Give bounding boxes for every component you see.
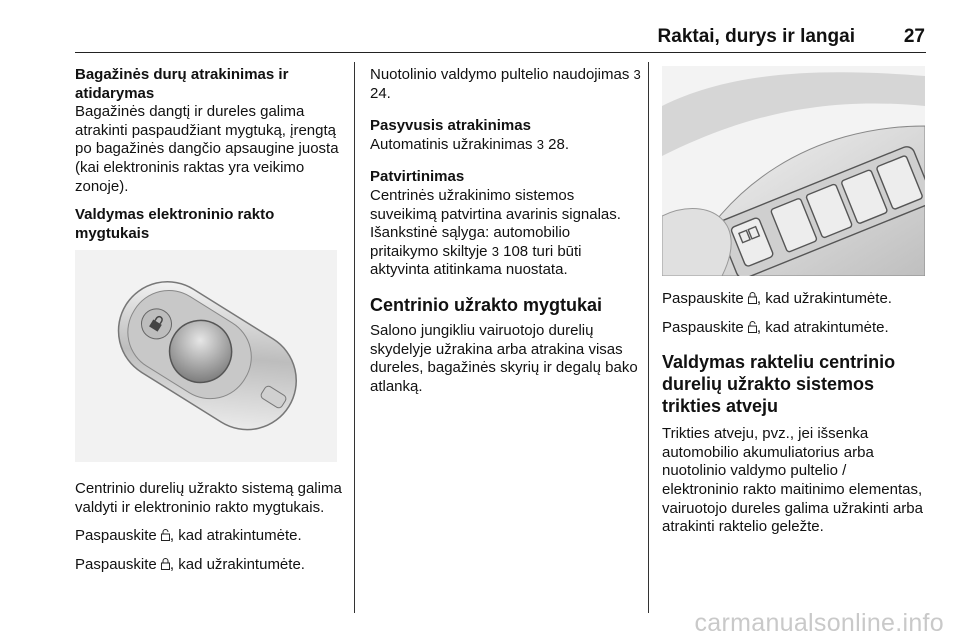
paragraph-key-buttons: Centrinio durelių užrakto sistemą galima valdyti ir elektroninio rakto mygtukais. xyxy=(75,480,342,516)
lock-icon xyxy=(161,558,170,570)
column-2 xyxy=(370,66,642,396)
heading-key-buttons: Valdymas elektroninio rakto mygtukais xyxy=(75,206,275,242)
page-header xyxy=(75,20,925,50)
paragraph-remote-usage: Nuotolinio valdymo pultelio naudojimas 3 24. xyxy=(370,66,641,102)
heading-key-fallback: Valdymas rakteliu centrinio durelių užrakto sistemos trikties atveju xyxy=(662,352,896,417)
reference-arrow-icon: 3 xyxy=(491,243,499,259)
press-lock-line: Paspauskite , kad užrakintumėte. xyxy=(75,555,305,573)
column-divider-2 xyxy=(648,62,649,613)
column-1 xyxy=(75,66,345,243)
watermark: carmanualsonline.info xyxy=(694,609,944,637)
paragraph-key-fallback: Trikties atveju, pvz., jei išsenka automobilio akumuliatorius arba nuotolinio valdymo pultelio / elektroninio rakto maitinimo elementas, vairuotojo dureles galima užrakinti arba atrakinti raktelio geležte. xyxy=(662,425,923,536)
press-unlock-line: Paspauskite , kad atrakintumėte. xyxy=(75,527,302,545)
door-switch-icon xyxy=(662,66,925,276)
press-lock-line: Paspauskite , kad užrakintumėte. xyxy=(662,290,892,307)
column-divider-1 xyxy=(354,62,355,613)
section-title: Raktai, durys ir langai xyxy=(657,26,855,47)
unlock-icon xyxy=(748,321,757,333)
heading-confirmation: Patvirtinimas xyxy=(370,168,465,186)
heading-trunk-unlock: Bagažinės durų atrakinimas ir atidarymas xyxy=(75,66,289,102)
paragraph-auto-lock: Automatinis užrakinimas 3 28. xyxy=(370,135,569,153)
key-fob-image xyxy=(75,250,337,462)
unlock-icon xyxy=(161,529,170,541)
lock-icon xyxy=(748,292,757,304)
reference-arrow-icon: 3 xyxy=(633,67,641,82)
press-unlock-line: Paspauskite , kad atrakintumėte. xyxy=(662,318,889,336)
key-fob-icon xyxy=(75,250,337,462)
page-number: 27 xyxy=(903,26,925,47)
paragraph-trunk-unlock: Bagažinės dangtį ir dureles galima atrakinti paspaudžiant mygtuką, įrengtą po bagažinės dangčio apsaugine juosta (kai elektroninis raktas yra veikimo zonoje). xyxy=(75,103,339,195)
paragraph-confirmation: Centrinės užrakinimo sistemos suveikimą patvirtina avarinis signalas. Išankstinė sąlyga: automobilio pritaikymo skiltyje 3 108 turi būti aktyvinta atitinkama nuostata. xyxy=(370,186,621,279)
column-3 xyxy=(662,290,926,537)
column-1-lower xyxy=(75,480,345,574)
reference-arrow-icon: 3 xyxy=(536,136,544,152)
heading-passive-unlock: Pasyvusis atrakinimas xyxy=(370,117,531,135)
heading-central-lock-buttons: Centrinio užrakto mygtukai xyxy=(370,294,603,315)
door-switch-image xyxy=(662,66,925,276)
paragraph-central-lock-buttons: Salono jungikliu vairuotojo durelių skydelyje užrakina arba atrakina visas dureles, bagažinės skyrių ir degalų bako atlanką. xyxy=(370,321,638,395)
header-rule xyxy=(75,52,926,53)
